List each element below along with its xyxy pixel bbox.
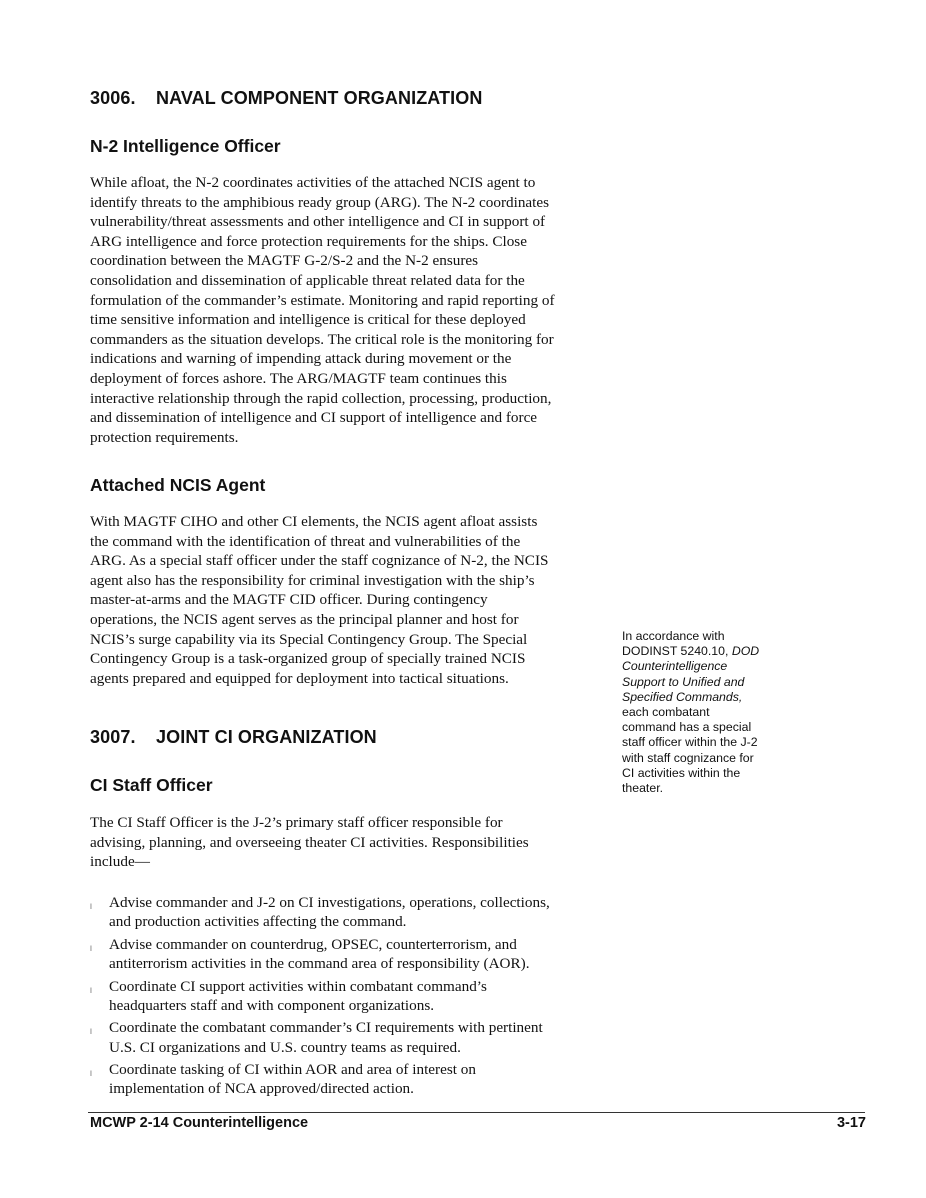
n2-heading: N-2 Intelligence Officer <box>90 136 281 156</box>
paragraph-line: time sensitive information and intelligence is critical for these deployed <box>90 311 526 329</box>
note-italic: DOD <box>731 644 760 659</box>
paragraph-line: agents prepared and equipped for deployment into tactical situations. <box>90 669 509 687</box>
paragraph-line: master-at-arms and the MAGTF CID officer. During contingency <box>90 591 488 609</box>
paragraph-line: advising, planning, and overseeing theater CI activities. Responsibilities <box>90 833 529 851</box>
paragraph-line: identify threats to the amphibious ready group (ARG). The N-2 coordinates <box>90 193 550 211</box>
list-item-line: headquarters staff and with component organizations. <box>109 996 435 1014</box>
paragraph-line: With MAGTF CIHO and other CI elements, the NCIS agent afloat assists <box>90 513 538 530</box>
note-line: each combatant <box>622 705 710 720</box>
paragraph-line: operations, the NCIS agent serves as the principal planner and host for <box>90 610 519 628</box>
list-item-line: U.S. CI organizations and U.S. country teams as required. <box>109 1038 461 1056</box>
list-item <box>90 1018 610 1056</box>
ncis-heading: Attached NCIS Agent <box>90 475 266 495</box>
paragraph-line: deployment of forces ashore. The ARG/MAGTF team continues this <box>90 369 507 387</box>
note-line: theater. <box>622 781 664 796</box>
list-item-line: Advise commander and J-2 on CI investigations, operations, collections, <box>109 894 550 911</box>
list-item-line: antiterrorism activities in the command area of responsibility (AOR). <box>109 955 530 972</box>
paragraph-line: agent also has the responsibility for criminal investigation with the ship’s <box>90 571 535 589</box>
ncis-paragraph <box>90 512 602 688</box>
note-line <box>622 675 792 690</box>
note-italic: Counterintelligence <box>622 659 728 674</box>
bullet-marker: l <box>90 903 92 911</box>
page-number: 3-17 <box>836 1115 866 1131</box>
list-item <box>90 1060 610 1098</box>
paragraph-line: and dissemination of intelligence and CI support of intelligence and force <box>90 409 538 427</box>
paragraph-line: vulnerability/threat assessments and other intelligence and CI in support of <box>90 213 546 231</box>
n2-paragraph <box>90 173 602 447</box>
list-item-line: Coordinate CI support activities within combatant command’s <box>109 977 487 995</box>
note-line <box>622 644 792 659</box>
footer-title: MCWP 2-14 Counterintelligence <box>90 1115 309 1131</box>
list-item-line: and production activities affecting the command. <box>109 913 407 931</box>
footer-rule <box>88 1112 865 1113</box>
paragraph-line: commanders as the situation develops. The critical role is the monitoring for <box>90 330 554 348</box>
bullet-marker: l <box>90 986 92 995</box>
paragraph-line: protection requirements. <box>90 428 239 446</box>
note-line: In accordance with <box>622 629 725 643</box>
paragraph-line: NCIS’s surge capability via its Special Contingency Group. The Special <box>90 630 528 648</box>
note-italic: Support to Unified and <box>622 674 745 689</box>
note-line: command has a special <box>622 720 752 735</box>
paragraph-line: ARG intelligence and force protection requirements for the ships. Close <box>90 232 527 250</box>
list-item <box>90 893 610 931</box>
responsibilities-list <box>90 893 610 1102</box>
section-3006-heading <box>90 88 482 109</box>
section-title: JOINT CI ORGANIZATION <box>156 727 377 747</box>
paragraph-line: ARG. As a special staff officer under the staff cognizance of N-2, the NCIS <box>90 552 549 570</box>
note-italic: Specified Commands, <box>622 689 743 704</box>
list-item-line: implementation of NCA approved/directed action. <box>109 1080 414 1098</box>
paragraph-line: While afloat, the N-2 coordinates activities of the attached NCIS agent to <box>90 174 536 191</box>
paragraph-line: The CI Staff Officer is the J-2’s primary staff officer responsible for <box>90 814 503 831</box>
paragraph-line: include— <box>90 853 150 871</box>
list-item-line: Coordinate tasking of CI within AOR and area of interest on <box>109 1061 476 1079</box>
bullet-marker: l <box>90 1070 92 1079</box>
note-text: DODINST 5240.10, <box>622 644 732 659</box>
note-line <box>622 659 792 674</box>
paragraph-line: consolidation and dissemination of applicable threat related data for the <box>90 271 525 289</box>
section-title: NAVAL COMPONENT ORGANIZATION <box>156 88 483 108</box>
bullet-marker: l <box>90 1028 92 1037</box>
ci-staff-paragraph <box>90 813 602 872</box>
note-line: staff officer within the J-2 <box>622 735 758 750</box>
ci-staff-heading: CI Staff Officer <box>90 775 213 795</box>
paragraph-line: indications and warning of impending attack during movement or the <box>90 350 512 368</box>
list-item-line: Coordinate the combatant commander’s CI requirements with pertinent <box>109 1019 543 1037</box>
list-item-line: Advise commander on counterdrug, OPSEC, counterterrorism, and <box>109 935 517 953</box>
note-line <box>622 690 792 705</box>
section-3007-heading <box>90 727 377 748</box>
note-line: CI activities within the <box>622 765 741 780</box>
section-number: 3006. <box>90 88 136 108</box>
note-line: with staff cognizance for <box>622 750 754 765</box>
section-number: 3007. <box>90 727 136 747</box>
paragraph-line: the command with the identification of threat and vulnerabilities of the <box>90 532 521 550</box>
list-item <box>90 935 610 973</box>
margin-note <box>622 629 792 796</box>
bullet-marker: l <box>90 944 92 953</box>
paragraph-line: Contingency Group is a task-organized group of specially trained NCIS <box>90 650 526 668</box>
paragraph-line: interactive relationship through the rapid collection, processing, production, <box>90 389 552 407</box>
paragraph-line: coordination between the MAGTF G-2/S-2 and the N-2 ensures <box>90 252 479 270</box>
list-item <box>90 977 610 1015</box>
paragraph-line: formulation of the commander’s estimate. Monitoring and rapid reporting of <box>90 291 555 309</box>
